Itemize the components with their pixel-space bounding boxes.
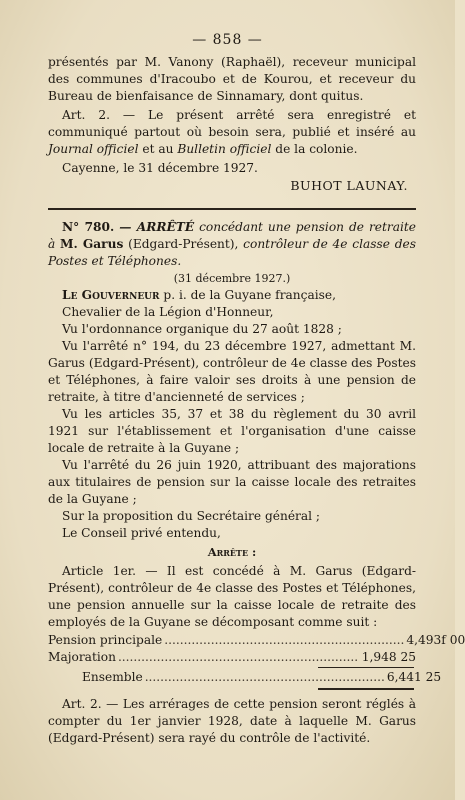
decree-title: concédant une pension de retraite à [48, 220, 416, 251]
article-1-label: Article 1er. [62, 564, 137, 578]
leader-dots: .............................................................. [117, 650, 359, 664]
article-2-label: Art. 2. [62, 697, 102, 711]
total-rule [318, 667, 414, 668]
article-text: — Le présent arrêté sera enregistré et communiqué partout où besoin sera, publié et inséré au [48, 108, 416, 139]
article-2-text: — Les arrérages de cette pension seront réglés à compter du 1er janvier 1928, date à laquelle M. Garus (Edgard-Présent) sera rayé du contrôle de l'activité. [48, 697, 416, 745]
total-row [48, 669, 442, 686]
decree-title-tail: contrôleur de 4e classe des Postes et Téléphones. [48, 237, 416, 268]
decree-date: (31 décembre 1927.) [173, 272, 291, 285]
council-line: Le Conseil privé entendu, [62, 526, 221, 540]
governor-rest: p. i. de la Guyane française, [159, 288, 336, 302]
article-text-mid: et au [138, 142, 178, 156]
place-date: Cayenne, le 31 décembre 1927. [62, 161, 258, 175]
bulletin-officiel-ref: Bulletin officiel [177, 142, 272, 156]
section-separator [48, 208, 416, 210]
page-number: — 858 — [192, 32, 263, 48]
considerant-4: Vu l'arrêté du 26 juin 1920, attribuant des majorations aux titulaires de pension sur la caisse locale des retraites de la Guyane ; [48, 458, 416, 506]
previous-decree-end [48, 54, 416, 194]
pension-amount: 4,493f 00 [406, 633, 465, 647]
beneficiary-forenames: (Edgard-Présent), [123, 237, 244, 251]
journal-officiel-ref: Journal officiel [48, 142, 139, 156]
total-amount: 6,441 25 [386, 670, 442, 684]
pension-row [48, 632, 465, 649]
article-label: Art. 2. [62, 108, 110, 122]
majoration-amount: 1,948 25 [361, 650, 416, 664]
total-label: Ensemble [82, 670, 143, 684]
leader-dots: .............................................................. [144, 670, 385, 684]
leader-dots: .............................................................. [164, 633, 405, 647]
majoration-label: Majoration [48, 650, 116, 664]
decree-780 [48, 219, 465, 747]
decree-type: — ARRÊTÉ [119, 220, 195, 234]
total-double-rule [318, 688, 414, 690]
beneficiary-name: M. Garus [60, 237, 124, 251]
paragraph-article-2 [48, 107, 416, 158]
article-1 [48, 563, 416, 631]
governor-line [48, 287, 416, 304]
governor-title: Le Gouverneur [62, 288, 160, 302]
decree-number: N° 780. [62, 220, 115, 234]
majoration-row [48, 649, 416, 666]
considerant-1: Vu l'ordonnance organique du 27 août 1828 ; [62, 322, 342, 336]
proposal-line: Sur la proposition du Secrétaire général ; [62, 509, 321, 523]
honour-line: Chevalier de la Légion d'Honneur, [62, 305, 274, 319]
considerant-3: Vu les articles 35, 37 et 38 du règlement du 30 avril 1921 sur l'établissement et l'organisation d'une caisse locale de retraite à la Guyane ; [48, 407, 416, 455]
article-text-end: de la colonie. [271, 142, 358, 156]
pension-label: Pension principale [48, 633, 163, 647]
article-2 [48, 696, 416, 747]
article-1-text: — Il est concédé à M. Garus (Edgard-Présent), contrôleur de 4e classe des Postes et Téléphones, une pension annuelle sur la caisse locale de retraite des employés de la Guyane se décomposant comme suit : [48, 564, 417, 629]
arrete-heading: Arrête : [207, 545, 257, 559]
decree-heading [48, 219, 416, 270]
signature: BUHOT LAUNAY. [290, 178, 408, 193]
paragraph-quitus: présentés par M. Vanony (Raphaël), receveur municipal des communes d'Iracoubo et de Kourou, et receveur du Bureau de bienfaisance de Sinnamary, dont quitus. [48, 55, 416, 103]
considerant-2: Vu l'arrêté n° 194, du 23 décembre 1927, admettant M. Garus (Edgard-Présent), contrôleur de 4e classe des Postes et Téléphones, à faire valoir ses droits à une pension de retraite, à titre d'ancienneté de services ; [48, 339, 416, 404]
